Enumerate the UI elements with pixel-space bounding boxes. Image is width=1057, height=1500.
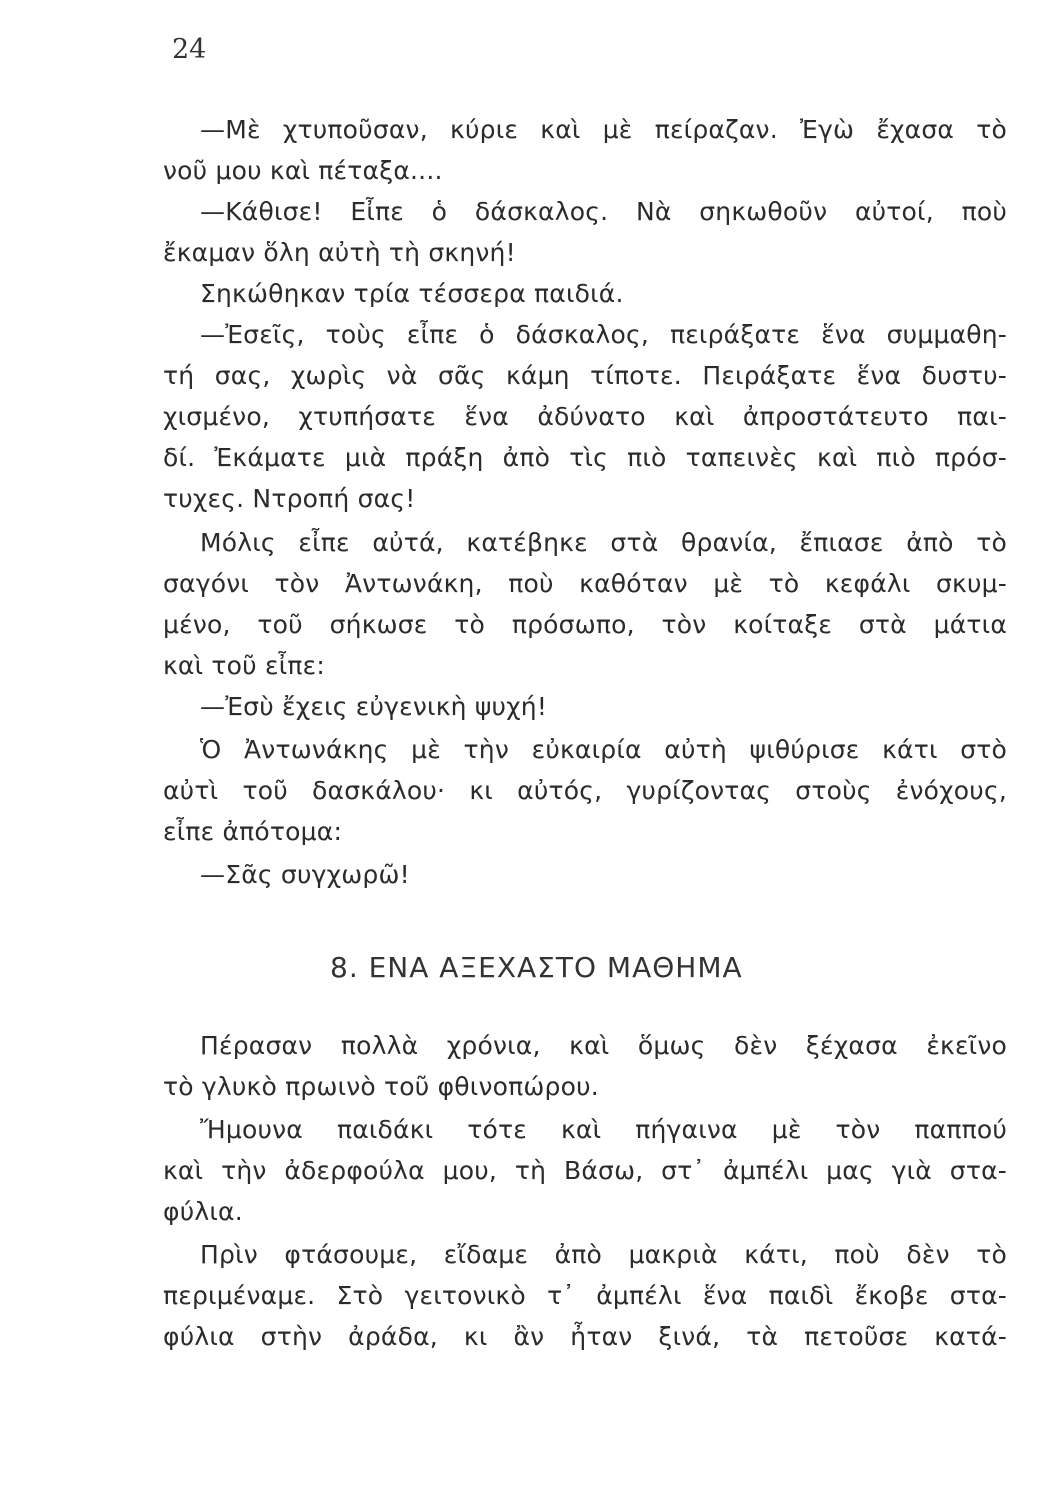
text-line: αὐτὶ τοῦ δασκάλου· κι αὐτός, γυρίζοντας στοὺς ἐνόχους, (163, 776, 1007, 805)
text-line: —Μὲ χτυποῦσαν, κύριε καὶ μὲ πείραζαν. Ἐγὼ ἔχασα τὸ (200, 115, 1007, 144)
text-line: φύλια. (163, 1197, 243, 1226)
text-line: ἔκαμαν ὅλη αὐτὴ τὴ σκηνή! (163, 238, 516, 267)
text-line: —Κάθισε! Εἶπε ὁ δάσκαλος. Νὰ σηκωθοῦν αὐτοί, ποὺ (200, 197, 1007, 226)
text-line: —Ἐσεῖς, τοὺς εἶπε ὁ δάσκαλος, πειράξατε ἕνα συμμαθη- (200, 320, 1007, 349)
text-line: Μόλις εἶπε αὐτά, κατέβηκε στὰ θρανία, ἔπιασε ἀπὸ τὸ (200, 528, 1007, 557)
text-line: νοῦ μου καὶ πέταξα.... (163, 156, 443, 185)
text-line: Ἤμουνα παιδάκι τότε καὶ πήγαινα μὲ τὸν παππού (200, 1115, 1007, 1144)
text-line: τή σας, χωρὶς νὰ σᾶς κάμη τίποτε. Πειράξατε ἕνα δυστυ- (163, 361, 1007, 390)
text-line: περιμέναμε. Στὸ γειτονικὸ τ᾽ ἀμπέλι ἕνα παιδὶ ἔκοβε στα- (163, 1281, 1007, 1310)
text-line: σαγόνι τὸν Ἀντωνάκη, ποὺ καθόταν μὲ τὸ κεφάλι σκυμ- (163, 569, 1007, 598)
text-line: εἶπε ἀπότομα: (163, 817, 343, 846)
text-line: —Ἐσὺ ἔχεις εὐγενικὴ ψυχή! (200, 692, 548, 721)
text-line: δί. Ἐκάματε μιὰ πράξη ἀπὸ τὶς πιὸ ταπεινὲς καὶ πιὸ πρόσ- (163, 443, 1007, 472)
text-line: Ὁ Ἀντωνάκης μὲ τὴν εὐκαιρία αὐτὴ ψιθύρισε κάτι στὸ (200, 735, 1007, 764)
text-line: καὶ τοῦ εἶπε: (163, 651, 325, 680)
text-line: Σηκώθηκαν τρία τέσσερα παιδιά. (200, 279, 624, 308)
page-number: 24 (172, 34, 207, 65)
text-line: φύλια στὴν ἀράδα, κι ἂν ἦταν ξινά, τὰ πετοῦσε κατά- (163, 1322, 1007, 1351)
section-heading: 8. ΕΝΑ ΑΞΕΧΑΣΤΟ ΜΑΘΗΜΑ (330, 951, 743, 984)
text-line: Πέρασαν πολλὰ χρόνια, καὶ ὅμως δὲν ξέχασα ἐκεῖνο (200, 1031, 1007, 1060)
text-line: —Σᾶς συγχωρῶ! (200, 860, 410, 889)
text-line: τὸ γλυκὸ πρωινὸ τοῦ φθινοπώρου. (163, 1072, 599, 1101)
text-line: καὶ τὴν ἀδερφούλα μου, τὴ Βάσω, στ᾽ ἀμπέλι μας γιὰ στα- (163, 1156, 1007, 1185)
text-line: χισμένο, χτυπήσατε ἕνα ἀδύνατο καὶ ἀπροστάτευτο παι- (163, 402, 1007, 431)
text-line: Πρὶν φτάσουμε, εἴδαμε ἀπὸ μακριὰ κάτι, ποὺ δὲν τὸ (200, 1240, 1007, 1269)
text-line: μένο, τοῦ σήκωσε τὸ πρόσωπο, τὸν κοίταξε στὰ μάτια (163, 610, 1007, 639)
text-line: τυχες. Ντροπή σας! (163, 484, 416, 513)
